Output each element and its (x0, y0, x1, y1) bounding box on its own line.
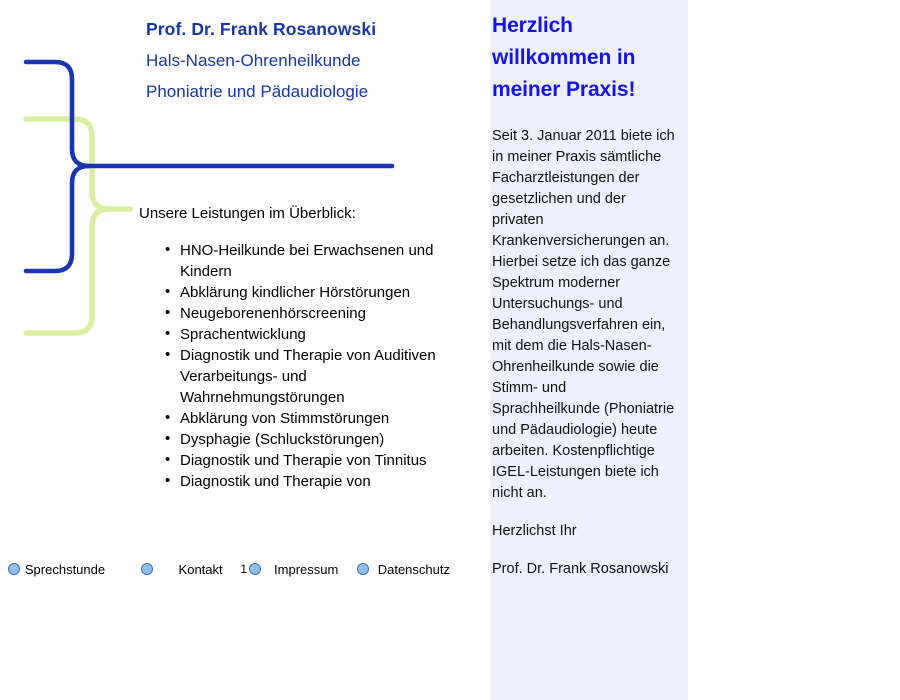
bullet-icon (357, 563, 369, 575)
nav-label: Impressum (274, 561, 339, 577)
nav-link-datenschutz[interactable] (357, 562, 450, 577)
list-item: • HNO-Heilkunde bei Erwachsenen und Kindern (166, 240, 439, 282)
practice-header (146, 14, 446, 107)
services-section (139, 203, 439, 492)
list-item: • Diagnostik und Therapie von Auditiven Verarbeitungs- und Wahrnehmungstörungen (166, 345, 439, 408)
nav-link-impressum[interactable] (249, 562, 338, 577)
bullet-icon (8, 563, 20, 575)
list-item: • Dysphagie (Schluckstörungen) (166, 429, 439, 450)
list-item: • Abklärung kindlicher Hörstörungen (166, 282, 439, 303)
nav-label: Kontakt (178, 561, 223, 577)
nav-link-kontakt[interactable] (141, 562, 223, 577)
practice-name: Prof. Dr. Frank Rosanowski (146, 19, 377, 39)
list-item: • Sprachentwicklung (166, 324, 439, 345)
practice-specialty-hno: Hals-Nasen-Ohrenheilkunde (146, 51, 361, 70)
bottom-navigation (0, 556, 450, 582)
welcome-panel (490, 0, 688, 700)
deco-green-path-lower (26, 209, 109, 333)
nav-label: Datenschutz (377, 561, 450, 577)
services-list (139, 240, 439, 492)
welcome-paragraph-1: Seit 3. Januar 2011 biete ich in meiner Praxis sämtliche Facharztleistungen der gesetzlichen und der privaten Krankenversicherungen an. Hierbei setze ich das ganze Spektrum moderner Untersuchungs- und Behandlungsverfahren ein, mit dem die Hals-Nasen-Ohrenheilkunde sowie die Stimm- und Sprachheilkunde (Phoniatrie und Pädaudiologie) heute arbeiten. Kostenpflichtige IGEL-Leistungen biete ich nicht an. (492, 128, 675, 501)
welcome-heading: Herzlich willkommen in meiner Praxis! (492, 14, 636, 101)
nav-label: Sprechstunde (24, 561, 106, 577)
list-item: • Abklärung von Stimmstörungen (166, 408, 439, 429)
deco-blue-path-lower (26, 166, 89, 271)
welcome-closing: Herzlichst Ihr (492, 523, 577, 539)
list-item: • Diagnostik und Therapie von Tinnitus (166, 450, 439, 471)
nav-link-sprechstunde[interactable] (8, 562, 105, 577)
services-title: Unsere Leistungen im Überblick: (139, 205, 356, 222)
practice-specialty-phoniatrie: Phoniatrie und Pädaudiologie (146, 82, 369, 101)
bullet-icon (249, 563, 261, 575)
bullet-icon (141, 563, 153, 575)
list-item: • Neugeborenenhörscreening (166, 303, 439, 324)
deco-green-path (26, 119, 130, 209)
stray-marker: 1 (240, 562, 248, 576)
welcome-signature: Prof. Dr. Frank Rosanowski (492, 561, 669, 577)
list-item: • Diagnostik und Therapie von (166, 471, 439, 492)
